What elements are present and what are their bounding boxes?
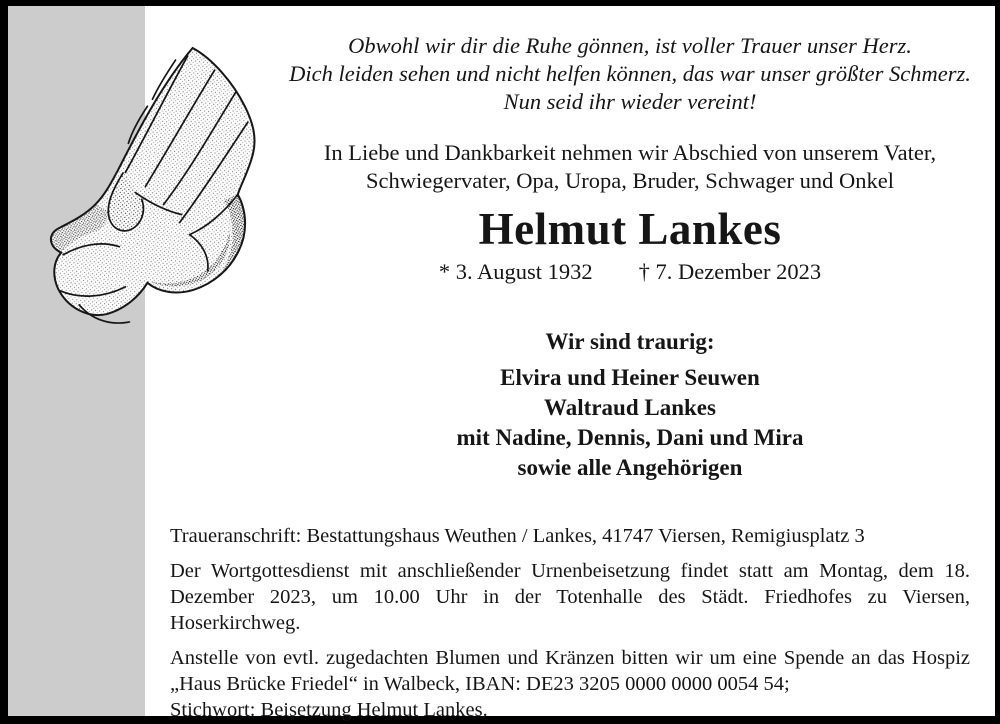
life-dates <box>265 259 995 285</box>
death-date: † 7. Dezember 2023 <box>638 259 822 284</box>
farewell-intro-line: Schwiegervater, Opa, Uropa, Bruder, Schwager und Onkel <box>365 168 895 193</box>
donation-keyword: Stichwort: Beisetzung Helmut Lankes. <box>170 699 488 721</box>
praying-hands-icon <box>38 42 286 338</box>
verse-line: Nun seid ihr wieder vereint! <box>503 89 757 114</box>
mourner-line: Elvira und Heiner Seuwen <box>500 365 760 390</box>
farewell-intro-block <box>265 139 995 195</box>
mourner-line: mit Nadine, Dennis, Dani und Mira <box>456 425 804 450</box>
donation-paragraph <box>170 645 970 723</box>
mourner-line: sowie alle Angehörigen <box>517 455 743 480</box>
farewell-intro-line: In Liebe und Dankbarkeit nehmen wir Abschied von unserem Vater, <box>323 140 937 165</box>
mourning-address-line: Traueranschrift: Bestattungshaus Weuthen / Lankes, 41747 Viersen, Remigiusplatz 3 <box>170 525 865 547</box>
deceased-name: Helmut Lankes <box>478 204 782 254</box>
verse-line: Obwohl wir dir die Ruhe gönnen, ist voller Trauer unser Herz. <box>348 33 912 58</box>
service-paragraph: Der Wortgottesdienst mit anschließender Urnenbeisetzung findet statt am Montag, dem 18. Dezember 2023, um 10.00 Uhr in der Totenhalle des Städt. Friedhofes zu Viersen, Hoserkirchweg. <box>170 560 970 634</box>
birth-date: * 3. August 1932 <box>438 259 593 284</box>
mourners-list <box>265 363 995 483</box>
funeral-info-column <box>170 523 970 724</box>
mourner-line: Waltraud Lankes <box>544 395 716 420</box>
donation-text: Anstelle von evtl. zugedachten Blumen und Kränzen bitten wir um eine Spende an das Hospiz „Haus Brücke Friedel“ in Walbeck, IBAN: DE23 3205 0000 0000 0054 54; <box>170 647 970 695</box>
mourning-heading: Wir sind traurig: <box>545 329 715 354</box>
verse-block <box>265 32 995 116</box>
verse-line: Dich leiden sehen und nicht helfen können, das war unser größter Schmerz. <box>289 61 971 86</box>
